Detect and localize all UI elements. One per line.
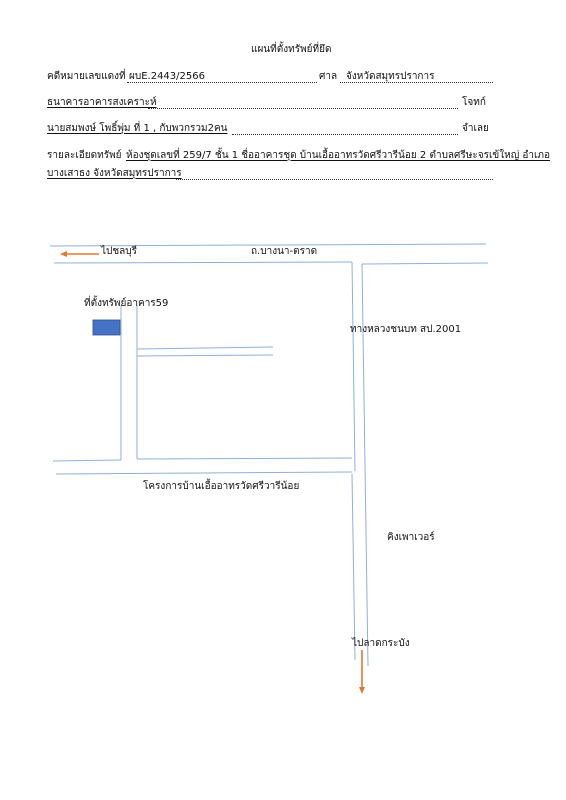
page-title: แผนที่ตั้งทรัพย์ที่ยึด <box>251 44 332 55</box>
defendant-name: นายสมพงษ์ โพธิ์พุ่ม ที่ 1 , กับพวกรวม2คน <box>47 123 228 134</box>
property-label: รายละเอียดทรัพย์ <box>47 150 122 161</box>
label-to-lat-krabang: ไปลาดกระบัง <box>352 638 410 649</box>
property-building-marker <box>93 320 120 335</box>
defendant-role: จำเลย <box>462 123 489 134</box>
property-detail-line1: ห้องชุดเลขที่ 259/7 ชั้น 1 ชื่ออาคารชุด บ้านเอื้ออาทรวัดศรีวารีน้อย 2 ตำบลศรีษะจรเข้ใหญ่ อำเภอ <box>126 150 551 161</box>
court-value: จังหวัดสมุทรปราการ <box>346 71 435 82</box>
arrow-to-lat-krabang-icon <box>359 650 365 694</box>
highway-west-edge-south <box>352 474 355 660</box>
plaintiff-name: ธนาคารอาคารสงเคราะห์ <box>47 97 157 108</box>
label-to-chonburi: ไปชลบุรี <box>101 246 138 257</box>
court-label: ศาล <box>319 71 338 82</box>
project-road-north-edge <box>137 458 352 459</box>
case-number-value: ผบE.2443/2566 <box>129 71 205 82</box>
property-detail-line2: บางเสาธง จังหวัดสมุทรปราการ <box>47 168 182 179</box>
main-road-south-edge-east <box>362 263 488 264</box>
inner-road-north-edge <box>137 347 273 349</box>
label-highway: ทางหลวงชนบท สป.2001 <box>350 324 462 335</box>
plaintiff-role: โจทก์ <box>462 97 486 108</box>
inner-road-south-edge <box>137 355 273 356</box>
label-property-location: ที่ตั้งทรัพย์อาคาร59 <box>84 298 169 309</box>
label-project: โครงการบ้านเอื้ออาทรวัดศรีวารีน้อย <box>143 481 300 492</box>
project-road-west-stub <box>53 460 121 461</box>
label-landmark: คิงเพาเวอร์ <box>387 532 435 543</box>
project-road-south-edge <box>56 472 352 474</box>
highway-west-edge-north <box>352 262 355 471</box>
arrow-to-chonburi-icon <box>60 251 99 257</box>
label-main-road: ถ.บางนา-ตราด <box>251 246 318 257</box>
case-number-label: คดีหมายเลขแดงที่ <box>47 71 126 82</box>
main-road-south-edge-west <box>54 262 352 263</box>
